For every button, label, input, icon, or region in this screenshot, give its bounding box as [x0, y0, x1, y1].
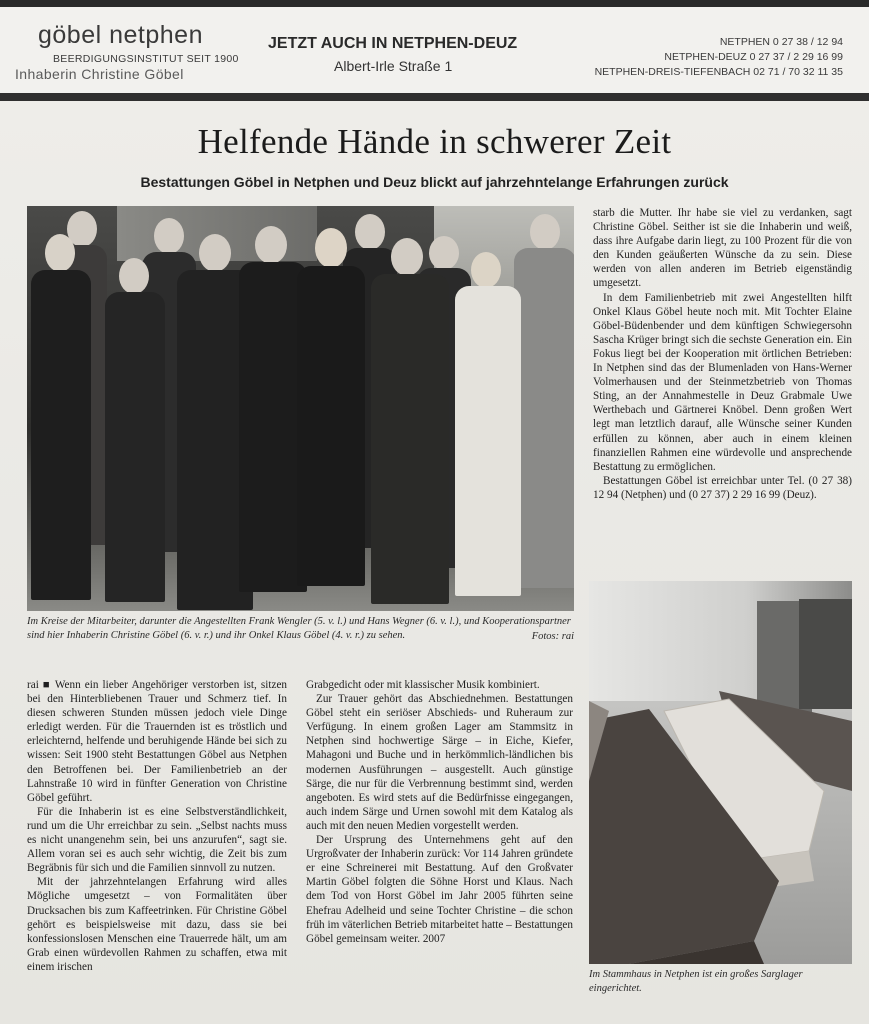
- ad-phone-list: [595, 35, 843, 80]
- logo-wordmark: göbel netphen: [38, 21, 203, 49]
- separator-rule: [0, 93, 869, 101]
- ad-phone-dreis-tiefenbach: NETPHEN-DREIS-TIEFENBACH 02 71 / 70 32 11 35: [594, 66, 843, 78]
- article-column-middle: [306, 678, 573, 946]
- advertisement-banner: [0, 7, 869, 93]
- paragraph: Mit der jahrzehntelangen Erfahrung wird alles Mögliche umgesetzt – von Formalitäten über Drucksachen bis zum Kaffeetrinken. Für Christine Göbel gehört es beispielsweise mit dazu, dass sie bei konfessionslosen Menschen eine Trauerrede hält, um am Grab einen würdevollen Rahmen zu schaffen, etwa mit einem irischen: [27, 876, 287, 973]
- article-column-left: [27, 678, 287, 974]
- group-photo-caption-text: Im Kreise der Mitarbeiter, darunter die Angestellten Frank Wengler (5. v. l.) und Hans Wegner (6. v. l.), und Kooperationspartner sind hier Inhaberin Christine Göbel (6. v. r.) und ihr Onkel Klaus Göbel (4. v. r.) zu sehen.: [27, 616, 571, 641]
- paragraph: Für die Inhaberin ist es eine Selbstverständlichkeit, rund um die Uhr erreichbar zu sein. „Selbst nachts muss es nicht unangenehm sein, bei uns anzurufen“, sagt sie. Allem voran sei es auch sehr wichtig, die Zeit bis zum Begräbnis für sich und die Familien sinnvoll zu nutzen.: [27, 805, 287, 875]
- top-rule: [0, 0, 869, 7]
- article-column-right: [593, 206, 852, 502]
- ad-headline: JETZT AUCH IN NETPHEN-DEUZ: [268, 35, 518, 52]
- article-headline: Helfende Hände in schwerer Zeit: [197, 122, 672, 161]
- coffin-storage-photo: [589, 581, 852, 964]
- paragraph: Zur Trauer gehört das Abschiednehmen. Bestattungen Göbel steht ein seriöser Abschieds- und Ruheraum zur Verfügung. In einem großen Lager am Stammsitz in Netphen sind hochwertige Särge – in Eiche, Kiefer, Mahagoni und Buche und in herkömmlich-ländlichen bis modernen Ausführungen – ausgestellt. Auch günstige Särge, die nur für die Verbrennung bestimmt sind, werden angeboten. Es wird stets auf die Bedürfnisse eingegangen, auch indem Särge und Urnen sowohl mit dem Katalog als auch mit den neuen Medien vorgestellt werden.: [306, 693, 573, 832]
- logo-subtitle: BEERDIGUNGSINSTITUT SEIT 1900: [53, 53, 239, 65]
- paragraph: Bestattungen Göbel ist erreichbar unter Tel. (0 27 38) 12 94 (Netphen) und (0 27 37) 2 29 16 99 (Deuz).: [593, 474, 852, 501]
- ad-street: Albert-Irle Straße 1: [334, 58, 453, 74]
- paragraph: In dem Familienbetrieb mit zwei Angestellten hilft Onkel Klaus Göbel heute noch mit. Mit Tochter Elaine Göbel-Büdenbender und dem künftigen Schwiegersohn Sascha Krüger bringt sich die sechste Generation ein. Ein Fokus liegt bei der Kooperation mit örtlichen Betrieben: In Netphen sind das der Blumenladen von Hans-Werner Volmerhausen und der Steinmetzbetrieb von Thomas Sting, an der Annahmestelle in Deuz Grabmale Uwe Werthebach und Gärtnerei Knöbel. Denn großen Wert legt man letztlich darauf, alle Wünsche seiner Kunden erfüllen zu können, aber auch in einem kleinen finanziellen Rahmen eine würdevolle und ansprechende Bestattung zu ermöglichen.: [593, 291, 852, 473]
- group-photo: [27, 206, 574, 611]
- logo-owner: Inhaberin Christine Göbel: [15, 66, 184, 82]
- coffins-illustration: [589, 581, 852, 964]
- paragraph: Grabgedicht oder mit klassischer Musik kombiniert.: [306, 679, 540, 691]
- paragraph: starb die Mutter. Ihr habe sie viel zu verdanken, sagt Christine Göbel. Seither ist sie die Inhaberin und weiß, dass ihre Aufgabe darin liegt, zu 100 Prozent für die von den Kunden geäußerten Wünsche da zu sein. Diese werden von allen anderen im Betrieb eigenständig umgesetzt.: [593, 207, 852, 290]
- group-photo-caption: [27, 615, 574, 643]
- ad-phone-deuz: NETPHEN-DEUZ 0 27 37 / 2 29 16 99: [664, 51, 843, 63]
- photo-credit: Fotos: rai: [531, 631, 574, 642]
- paragraph: rai ■ Wenn ein lieber Angehöriger verstorben ist, sitzen bei den Hinterbliebenen Trauer und Schmerz tief. In diesen schweren Stunden müssen jedoch viele Dinge erledigt werden. Für die Trauernden ist es tröstlich und erleichternd, helfende und beruhigende Hände bei sich zu wissen: Seit 1900 steht Bestattungen Göbel aus Netphen den Betroffenen bei. Der Familienbetrieb an der Lahnstraße 10 wird in fünfter Generation von Christine Göbel geführt.: [27, 679, 287, 804]
- ad-phone-netphen: NETPHEN 0 27 38 / 12 94: [719, 36, 843, 48]
- article-subhead: Bestattungen Göbel in Netphen und Deuz blickt auf jahrzehntelange Erfahrungen zurück: [140, 174, 729, 190]
- coffin-photo-caption: Im Stammhaus in Netphen ist ein großes Sarglager eingerichtet.: [589, 969, 803, 994]
- paragraph: Der Ursprung des Unternehmens geht auf den Urgroßvater der Inhaberin zurück: Vor 114 Jahren gründete er eine Schreinerei mit Bestattung. Auf den Großvater Martin Göbel folgten die Söhne Horst und Klaus. Nach dem Tod von Horst Göbel im Jahr 2005 führten seine Ehefrau Adelheid und seine Tochter Christine – die schon früh im väterlichen Betrieb mitarbeitet hatte – Bestattungen Göbel gemeinsam weiter. 2007: [306, 834, 573, 945]
